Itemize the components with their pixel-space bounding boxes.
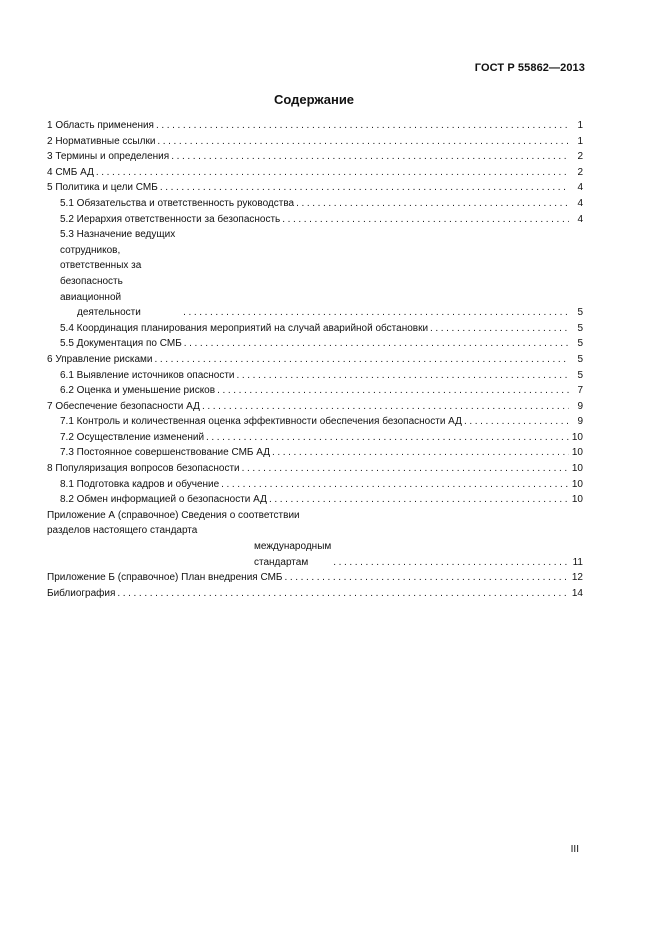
dot-leader <box>171 149 569 165</box>
dot-leader <box>117 586 569 602</box>
toc-entry-page: 2 <box>577 166 583 178</box>
toc-entry-appendix-a[interactable] <box>47 508 583 570</box>
dot-leader <box>296 196 569 212</box>
toc-entry-section-5-4[interactable] <box>47 321 583 337</box>
toc-entry-label: 1 Область применения <box>47 120 154 131</box>
toc-entry-page: 10 <box>571 447 583 459</box>
toc-entry-label: 6 Управление рисками <box>47 353 153 365</box>
toc-entry-label: 5.2 Иерархия ответственности за безопасность <box>60 213 281 225</box>
toc-entry-page: 10 <box>571 463 583 475</box>
toc-entry-section-6-1[interactable] <box>47 368 583 384</box>
toc-entry-label: 3 Термины и определения <box>47 151 170 163</box>
toc-entry-section-7-3[interactable] <box>47 445 583 461</box>
toc-entry-page: 5 <box>577 353 583 365</box>
toc-entry-section-3[interactable] <box>47 149 583 165</box>
toc-entry-section-5-3[interactable] <box>47 227 583 321</box>
toc-entry-page: 14 <box>571 587 583 599</box>
toc-entry-label-line-2: деятельности <box>77 307 141 319</box>
toc-entry-section-6-2[interactable] <box>47 383 583 399</box>
toc-entry-section-8-1[interactable] <box>47 477 583 493</box>
toc-entry-page: 5 <box>577 322 583 334</box>
toc-entry-page: 1 <box>577 135 583 147</box>
toc-entry-page: 4 <box>577 197 583 209</box>
dot-leader <box>156 118 569 134</box>
toc-entry-label: 8 Популяризация вопросов безопасности <box>47 463 240 475</box>
dot-leader <box>464 414 569 430</box>
toc-entry-section-2[interactable] <box>47 134 583 150</box>
toc-entry-page: 10 <box>571 494 583 506</box>
dot-leader <box>206 430 569 446</box>
dot-leader <box>237 368 569 384</box>
toc-entry-page: 1 <box>577 120 583 131</box>
toc-entry-label: 7 Обеспечение безопасности АД <box>47 400 200 412</box>
toc-entry-label: 4 СМБ АД <box>47 166 94 178</box>
toc-entry-label-line-1: Приложение А (справочное) Сведения о соответствии разделов настоящего стандарта <box>47 509 300 537</box>
toc-entry-page: 5 <box>577 307 583 319</box>
toc-entry-label: 8.1 Подготовка кадров и обучение <box>60 478 220 490</box>
dot-leader <box>242 461 569 477</box>
toc-entry-label: 7.3 Постоянное совершенствование СМБ АД <box>60 447 271 459</box>
toc-entry-section-5[interactable] <box>47 180 583 196</box>
toc-entry-appendix-b[interactable] <box>47 570 583 586</box>
toc-entry-section-5-5[interactable] <box>47 336 583 352</box>
toc-entry-label: 6.2 Оценка и уменьшение рисков <box>60 385 216 397</box>
toc-entry-section-5-2[interactable] <box>47 212 583 228</box>
toc-entry-page: 12 <box>571 572 583 584</box>
dot-leader <box>282 212 569 228</box>
toc-entry-label: 7.1 Контроль и количественная оценка эффективности обеспечения безопасности АД <box>60 416 462 428</box>
toc-entry-label: 5 Политика и цели СМБ <box>47 182 158 194</box>
toc-entry-section-6[interactable] <box>47 352 583 368</box>
dot-leader <box>333 555 569 571</box>
toc-entry-label: 5.1 Обязательства и ответственность руководства <box>60 197 295 209</box>
toc-entry-page: 10 <box>571 431 583 443</box>
toc-entry-label <box>47 508 331 570</box>
toc-entry-page: 4 <box>577 182 583 194</box>
dot-leader <box>430 321 569 337</box>
toc-entry-section-4[interactable] <box>47 165 583 181</box>
toc-entry-page: 5 <box>577 369 583 381</box>
toc-entry-label <box>60 227 181 321</box>
toc-entry-label: 8.2 Обмен информацией о безопасности АД <box>60 494 267 506</box>
dot-leader <box>284 570 569 586</box>
toc-entry-page: 10 <box>571 478 583 490</box>
dot-leader <box>221 477 569 493</box>
toc-entry-page: 7 <box>577 385 583 397</box>
dot-leader <box>184 336 569 352</box>
toc-entry-section-8[interactable] <box>47 461 583 477</box>
toc-entry-page: 2 <box>577 151 583 163</box>
dot-leader <box>183 305 569 321</box>
toc-entry-page: 11 <box>572 556 583 568</box>
dot-leader <box>272 445 569 461</box>
toc-entry-page: 4 <box>577 213 583 225</box>
toc-entry-section-7-2[interactable] <box>47 430 583 446</box>
toc-entry-label: 2 Нормативные ссылки <box>47 135 156 147</box>
toc-entry-label-line-1: 5.3 Назначение ведущих сотрудников, ответственных за безопасность авиационной <box>60 229 176 303</box>
toc-entry-label: 6.1 Выявление источников опасности <box>60 369 235 381</box>
toc-entry-section-7-1[interactable] <box>47 414 583 430</box>
dot-leader <box>217 383 569 399</box>
dot-leader <box>96 165 569 181</box>
toc-entry-label: 7.2 Осуществление изменений <box>60 431 205 443</box>
page-number: III <box>570 844 579 855</box>
toc-entry-page: 5 <box>577 338 583 350</box>
toc-entry-label: Библиография <box>47 587 116 599</box>
toc-entry-label: 5.4 Координация планирования мероприятий на случай аварийной обстановки <box>60 322 429 334</box>
dot-leader <box>157 134 569 150</box>
dot-leader <box>160 180 569 196</box>
table-of-contents <box>47 118 583 601</box>
toc-entry-section-1[interactable] <box>47 118 583 134</box>
toc-entry-section-8-2[interactable] <box>47 492 583 508</box>
dot-leader <box>269 492 569 508</box>
toc-entry-bibliography[interactable] <box>47 586 583 602</box>
toc-entry-page: 9 <box>577 400 583 412</box>
toc-entry-label: 5.5 Документация по СМБ <box>60 338 182 350</box>
toc-entry-section-7[interactable] <box>47 399 583 415</box>
dot-leader <box>154 352 569 368</box>
toc-title: Содержание <box>273 92 355 107</box>
toc-entry-label: Приложение Б (справочное) План внедрения СМБ <box>47 572 283 584</box>
document-code: ГОСТ Р 55862—2013 <box>474 62 585 74</box>
toc-entry-section-5-1[interactable] <box>47 196 583 212</box>
toc-entry-label-line-2: международным стандартам <box>254 541 332 568</box>
dot-leader <box>202 399 569 415</box>
toc-entry-page: 9 <box>577 416 583 428</box>
